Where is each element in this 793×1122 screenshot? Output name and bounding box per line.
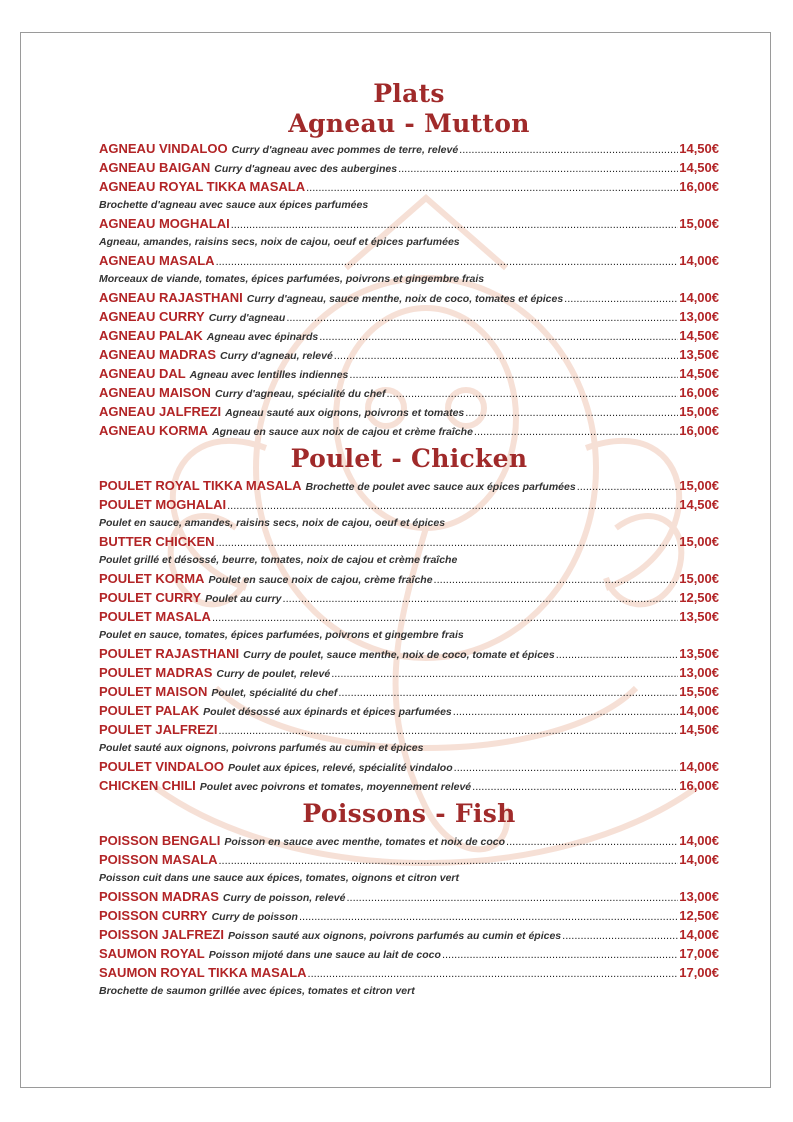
menu-item xyxy=(99,532,719,551)
section-title: Poulet - Chicken xyxy=(290,444,528,473)
dot-leader xyxy=(556,646,679,663)
dish-price: 14,00€ xyxy=(679,703,719,718)
menu-page xyxy=(20,32,771,1088)
dot-leader xyxy=(218,722,678,739)
dish-price: 14,50€ xyxy=(679,160,719,175)
dish-description: Poisson en sauce avec menthe, tomates et noix de coco xyxy=(224,836,506,848)
dot-leader xyxy=(454,759,679,776)
dot-leader xyxy=(331,665,678,682)
menu-item xyxy=(99,364,719,383)
dish-price: 14,50€ xyxy=(679,722,719,737)
dish-description: Brochette de poulet avec sauce aux épices parfumées xyxy=(305,481,576,493)
section-title: Poissons - Fish xyxy=(302,799,516,828)
dish-price: 15,00€ xyxy=(679,404,719,419)
dish-name: POULET CURRY xyxy=(99,590,202,605)
dish-name: AGNEAU PALAK xyxy=(99,328,203,343)
dish-description: Agneau en sauce aux noix de cajou et crème fraîche xyxy=(212,426,473,438)
dish-name: POISSON BENGALI xyxy=(99,833,221,848)
dish-description: Curry d'agneau, relevé xyxy=(220,350,333,362)
dish-price: 13,50€ xyxy=(679,347,719,362)
menu-item xyxy=(99,831,719,850)
dish-subdescription: Poisson cuit dans une sauce aux épices, tomates, oignons et citron vert xyxy=(99,872,460,884)
dot-leader xyxy=(453,703,678,720)
dish-subdescription: Brochette de saumon grillée avec épices, tomates et citron vert xyxy=(99,985,415,997)
dish-price: 14,50€ xyxy=(679,328,719,343)
dish-description: Curry de poulet, sauce menthe, noix de coco, tomate et épices xyxy=(243,649,555,661)
dish-price: 13,50€ xyxy=(679,609,719,624)
dish-description: Curry de poisson, relevé xyxy=(222,892,346,904)
dish-subdescription: Morceaux de viande, tomates, épices parfumées, poivrons et gingembre frais xyxy=(99,273,485,285)
dish-name: POULET KORMA xyxy=(99,571,205,586)
menu-item xyxy=(99,345,719,364)
dish-price: 13,00€ xyxy=(679,309,719,324)
dish-description: Curry d'agneau, spécialité du chef xyxy=(214,388,386,400)
dish-price: 14,50€ xyxy=(679,497,719,512)
dish-name: AGNEAU MASALA xyxy=(99,253,215,268)
dot-leader xyxy=(442,946,678,963)
dish-description: Poulet avec poivrons et tomates, moyennement relevé xyxy=(199,781,472,793)
dish-name: POISSON MADRAS xyxy=(99,889,219,904)
dot-leader xyxy=(283,590,679,607)
dot-leader xyxy=(306,179,678,196)
menu-item xyxy=(99,887,719,906)
menu-item xyxy=(99,682,719,701)
dot-leader xyxy=(216,534,679,551)
dish-subdescription: Poulet sauté aux oignons, poivrons parfumés au cumin et épices xyxy=(99,742,424,754)
dish-name: SAUMON ROYAL xyxy=(99,946,205,961)
dot-leader xyxy=(472,778,678,795)
menu-item xyxy=(99,925,719,944)
dish-price: 14,00€ xyxy=(679,759,719,774)
dot-leader xyxy=(286,309,678,326)
dish-name: POULET ROYAL TIKKA MASALA xyxy=(99,478,302,493)
dish-price: 14,00€ xyxy=(679,253,719,268)
dish-name: AGNEAU JALFREZI xyxy=(99,404,222,419)
dish-description: Agneau avec lentilles indiennes xyxy=(189,369,349,381)
dot-leader xyxy=(577,478,679,495)
dish-price: 16,00€ xyxy=(679,778,719,793)
dish-description: Poisson sauté aux oignons, poivrons parfumés au cumin et épices xyxy=(227,930,562,942)
dish-price: 16,00€ xyxy=(679,423,719,438)
dish-subdescription: Agneau, amandes, raisins secs, noix de cajou, oeuf et épices parfumées xyxy=(99,236,460,248)
dish-price: 15,50€ xyxy=(679,684,719,699)
dot-leader xyxy=(346,889,678,906)
menu-content xyxy=(99,79,719,1000)
menu-item xyxy=(99,402,719,421)
dot-leader xyxy=(308,965,679,982)
dot-leader xyxy=(474,423,678,440)
dish-price: 15,00€ xyxy=(679,216,719,231)
dot-leader xyxy=(465,404,678,421)
section-title: Agneau - Mutton xyxy=(288,109,530,138)
dish-subdescription: Poulet en sauce, tomates, épices parfumées, poivrons et gingembre frais xyxy=(99,629,464,641)
dish-name: POISSON MASALA xyxy=(99,852,218,867)
dish-description: Poulet en sauce noix de cajou, crème fraîche xyxy=(208,574,433,586)
dish-description: Poulet désossé aux épinards et épices parfumées xyxy=(203,706,452,718)
dish-name: AGNEAU RAJASTHANI xyxy=(99,290,243,305)
dish-name: AGNEAU CURRY xyxy=(99,309,205,324)
menu-item xyxy=(99,421,719,440)
menu-item xyxy=(99,757,719,776)
dot-leader xyxy=(227,497,678,514)
dish-price: 16,00€ xyxy=(679,385,719,400)
dot-leader xyxy=(319,328,678,345)
menu-item xyxy=(99,720,719,739)
dish-description: Curry d'agneau, sauce menthe, noix de coco, tomates et épices xyxy=(246,293,564,305)
dot-leader xyxy=(216,253,679,270)
dish-description: Curry d'agneau xyxy=(208,312,286,324)
menu-item xyxy=(99,701,719,720)
page-title: Plats xyxy=(373,79,445,108)
menu-item xyxy=(99,644,719,663)
dish-description: Curry d'agneau avec des aubergines xyxy=(214,163,398,175)
menu-item xyxy=(99,495,719,514)
dish-name: POULET MASALA xyxy=(99,609,211,624)
dish-name: AGNEAU MOGHALAI xyxy=(99,216,230,231)
dish-name: CHICKEN CHILI xyxy=(99,778,196,793)
dot-leader xyxy=(334,347,678,364)
dish-name: POULET MADRAS xyxy=(99,665,213,680)
dish-price: 15,00€ xyxy=(679,478,719,493)
dish-price: 14,50€ xyxy=(679,141,719,156)
dish-name: POULET JALFREZI xyxy=(99,722,218,737)
dish-price: 13,50€ xyxy=(679,646,719,661)
menu-item xyxy=(99,214,719,233)
menu-item xyxy=(99,850,719,869)
menu-item xyxy=(99,177,719,196)
dish-description: Curry d'agneau avec pommes de terre, relevé xyxy=(231,144,459,156)
dish-name: AGNEAU KORMA xyxy=(99,423,209,438)
dish-price: 15,00€ xyxy=(679,571,719,586)
dish-price: 15,00€ xyxy=(679,534,719,549)
dot-leader xyxy=(212,609,678,626)
menu-item xyxy=(99,588,719,607)
menu-item xyxy=(99,569,719,588)
dish-subdescription: Brochette d'agneau avec sauce aux épices parfumées xyxy=(99,199,369,211)
menu-item xyxy=(99,963,719,982)
dish-name: POULET MOGHALAI xyxy=(99,497,227,512)
menu-item xyxy=(99,251,719,270)
dish-description: Poulet au curry xyxy=(205,593,282,605)
dish-price: 17,00€ xyxy=(679,946,719,961)
dish-subdescription: Poulet grillé et désossé, beurre, tomates, noix de cajou et crème fraîche xyxy=(99,554,458,566)
dish-price: 14,00€ xyxy=(679,927,719,942)
dish-price: 12,50€ xyxy=(679,590,719,605)
menu-sections xyxy=(99,109,719,1000)
menu-item xyxy=(99,288,719,307)
dish-name: AGNEAU ROYAL TIKKA MASALA xyxy=(99,179,306,194)
dish-name: POULET VINDALOO xyxy=(99,759,224,774)
dot-leader xyxy=(506,833,678,850)
dot-leader xyxy=(387,385,679,402)
menu-item xyxy=(99,158,719,177)
dish-name: POULET RAJASTHANI xyxy=(99,646,240,661)
dish-description: Poulet, spécialité du chef xyxy=(211,687,338,699)
dot-leader xyxy=(459,141,678,158)
dot-leader xyxy=(564,290,678,307)
dish-description: Curry de poisson xyxy=(211,911,298,923)
menu-item xyxy=(99,383,719,402)
dish-name: AGNEAU MAISON xyxy=(99,385,211,400)
menu-item xyxy=(99,307,719,326)
dot-leader xyxy=(231,216,679,233)
dish-name: SAUMON ROYAL TIKKA MASALA xyxy=(99,965,307,980)
dish-name: POULET MAISON xyxy=(99,684,208,699)
menu-item xyxy=(99,476,719,495)
dish-price: 13,00€ xyxy=(679,665,719,680)
dish-price: 14,00€ xyxy=(679,833,719,848)
dish-price: 12,50€ xyxy=(679,908,719,923)
dish-description: Agneau avec épinards xyxy=(206,331,319,343)
dot-leader xyxy=(434,571,679,588)
menu-item xyxy=(99,906,719,925)
dot-leader xyxy=(562,927,678,944)
dish-description: Curry de poulet, relevé xyxy=(216,668,331,680)
dot-leader xyxy=(299,908,678,925)
menu-item xyxy=(99,776,719,795)
dish-description: Poulet aux épices, relevé, spécialité vindaloo xyxy=(227,762,453,774)
dish-price: 16,00€ xyxy=(679,179,719,194)
dish-name: BUTTER CHICKEN xyxy=(99,534,215,549)
dot-leader xyxy=(338,684,678,701)
menu-item xyxy=(99,326,719,345)
menu-item xyxy=(99,139,719,158)
dish-subdescription: Poulet en sauce, amandes, raisins secs, noix de cajou, oeuf et épices xyxy=(99,517,446,529)
dot-leader xyxy=(349,366,678,383)
menu-item xyxy=(99,663,719,682)
dish-name: POISSON JALFREZI xyxy=(99,927,224,942)
menu-item xyxy=(99,607,719,626)
dish-price: 14,00€ xyxy=(679,290,719,305)
dish-description: Poisson mijoté dans une sauce au lait de coco xyxy=(208,949,441,961)
dish-description: Agneau sauté aux oignons, poivrons et tomates xyxy=(225,407,465,419)
dish-price: 13,00€ xyxy=(679,889,719,904)
dish-name: AGNEAU BAIGAN xyxy=(99,160,211,175)
dish-price: 14,50€ xyxy=(679,366,719,381)
dot-leader xyxy=(398,160,678,177)
dish-price: 14,00€ xyxy=(679,852,719,867)
dish-name: AGNEAU DAL xyxy=(99,366,186,381)
dish-name: AGNEAU MADRAS xyxy=(99,347,216,362)
dish-name: POISSON CURRY xyxy=(99,908,208,923)
dish-name: AGNEAU VINDALOO xyxy=(99,141,228,156)
dot-leader xyxy=(218,852,678,869)
dish-name: POULET PALAK xyxy=(99,703,200,718)
menu-item xyxy=(99,944,719,963)
dish-price: 17,00€ xyxy=(679,965,719,980)
